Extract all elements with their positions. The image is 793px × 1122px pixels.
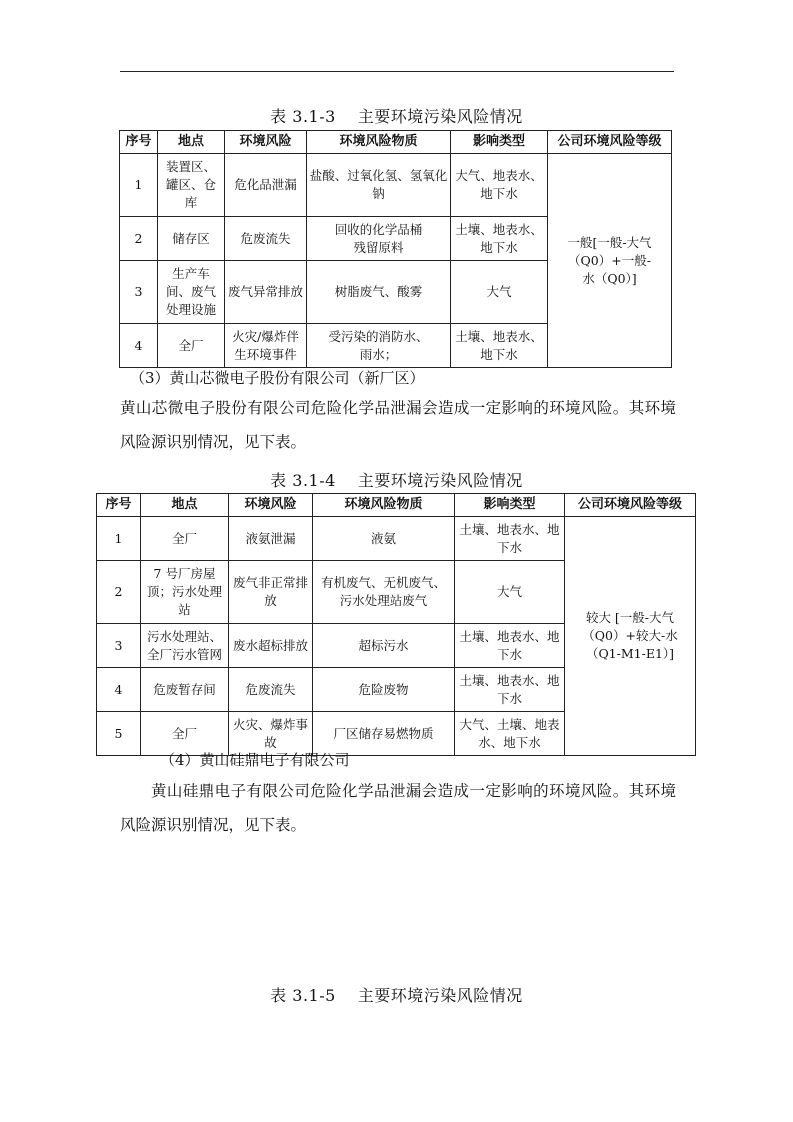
header-cell: 序号 — [120, 131, 158, 154]
table-cell: 液氨泄漏 — [229, 517, 313, 561]
risk-table-3-1-3 — [119, 130, 672, 368]
table-cell: 大气、地表水、地下水 — [451, 154, 548, 217]
table-caption-3-1-3 — [0, 104, 793, 127]
header-cell: 地点 — [158, 131, 225, 154]
table-cell: 危废流失 — [229, 668, 313, 712]
table-cell: 土壤、地表水、地下水 — [455, 624, 565, 668]
table-cell: 全厂 — [158, 324, 225, 368]
table-cell: 火灾、爆炸事故 — [229, 712, 313, 756]
risk-level-cell: 较大 [一般-大气（Q0）+较大-水（Q1-M1-E1）] — [565, 517, 696, 756]
table-cell: 大气 — [455, 561, 565, 624]
table-cell: 土壤、地表水、地下水 — [451, 324, 548, 368]
table-cell: 3 — [120, 261, 158, 324]
header-cell: 影响类型 — [455, 494, 565, 517]
caption-title: 主要环境污染风险情况 — [357, 471, 523, 490]
caption-number: 表 3.1-5 — [270, 986, 336, 1005]
table-cell: 盐酸、过氧化氢、氢氧化钠 — [307, 154, 451, 217]
table-cell: 装置区、罐区、仓库 — [158, 154, 225, 217]
table-cell: 土壤、地表水、地下水 — [451, 217, 548, 261]
header-cell: 公司环境风险等级 — [548, 131, 672, 154]
table-cell: 火灾/爆炸伴生环境事件 — [225, 324, 307, 368]
table-cell: 生产车间、废气处理设施 — [158, 261, 225, 324]
section-paragraph-3: 黄山芯微电子股份有限公司危险化学品泄漏会造成一定影响的环境风险。其环境风险源识别情况，见下表。 — [120, 399, 676, 451]
table-cell: 树脂废气、酸雾 — [307, 261, 451, 324]
risk-level-cell: 一般[一般-大气（Q0）+一般-水（Q0）] — [548, 154, 672, 368]
table-cell: 3 — [97, 624, 141, 668]
header-cell: 环境风险物质 — [313, 494, 455, 517]
table-cell: 厂区储存易燃物质 — [313, 712, 455, 756]
table-row — [97, 517, 696, 561]
table-header-row — [120, 131, 672, 154]
table-caption-3-1-4 — [0, 468, 793, 491]
table-cell: 储存区 — [158, 217, 225, 261]
caption-number: 表 3.1-4 — [270, 471, 336, 490]
table-cell: 有机废气、无机废气、污水处理站废气 — [313, 561, 455, 624]
header-cell: 环境风险物质 — [307, 131, 451, 154]
table-cell: 全厂 — [141, 712, 229, 756]
table-caption-3-1-5 — [0, 983, 793, 1006]
table-cell: 4 — [97, 668, 141, 712]
caption-title: 主要环境污染风险情况 — [357, 107, 523, 126]
risk-table-3-1-4 — [96, 493, 696, 756]
table-cell: 土壤、地表水、地下水 — [455, 668, 565, 712]
header-cell: 环境风险 — [229, 494, 313, 517]
table-cell: 废气异常排放 — [225, 261, 307, 324]
caption-title: 主要环境污染风险情况 — [357, 986, 523, 1005]
header-cell: 地点 — [141, 494, 229, 517]
section-heading-4: （4）黄山硅鼎电子有限公司 — [160, 751, 350, 769]
table-cell: 大气 — [451, 261, 548, 324]
table-cell: 危废流失 — [225, 217, 307, 261]
table-header-row — [97, 494, 696, 517]
table-cell: 危化品泄漏 — [225, 154, 307, 217]
table-cell: 1 — [97, 517, 141, 561]
table-cell: 污水处理站、全厂污水管网 — [141, 624, 229, 668]
table-cell: 废水超标排放 — [229, 624, 313, 668]
table-cell: 危险废物 — [313, 668, 455, 712]
header-cell: 序号 — [97, 494, 141, 517]
table-cell: 受污染的消防水、雨水； — [307, 324, 451, 368]
table-cell: 废气非正常排放 — [229, 561, 313, 624]
table-row — [120, 154, 672, 217]
table-cell: 大气、土壤、地表水、地下水 — [455, 712, 565, 756]
table-cell: 4 — [120, 324, 158, 368]
header-cell: 环境风险 — [225, 131, 307, 154]
header-rule — [120, 71, 674, 72]
table-cell: 2 — [97, 561, 141, 624]
header-cell: 影响类型 — [451, 131, 548, 154]
table-cell: 7 号厂房屋顶；污水处理站 — [141, 561, 229, 624]
table-cell: 液氨 — [313, 517, 455, 561]
header-cell: 公司环境风险等级 — [565, 494, 696, 517]
table-cell: 超标污水 — [313, 624, 455, 668]
section-paragraph-4: 黄山硅鼎电子有限公司危险化学品泄漏会造成一定影响的环境风险。其环境风险源识别情况，见下表。 — [120, 782, 676, 834]
table-cell: 土壤、地表水、地下水 — [455, 517, 565, 561]
table-cell: 5 — [97, 712, 141, 756]
table-cell: 1 — [120, 154, 158, 217]
table-cell: 全厂 — [141, 517, 229, 561]
table-cell: 回收的化学品桶残留原料 — [307, 217, 451, 261]
table-cell: 危废暂存间 — [141, 668, 229, 712]
table-cell: 2 — [120, 217, 158, 261]
section-heading-3: （3）黄山芯微电子股份有限公司（新厂区） — [130, 369, 425, 387]
caption-number: 表 3.1-3 — [270, 107, 336, 126]
